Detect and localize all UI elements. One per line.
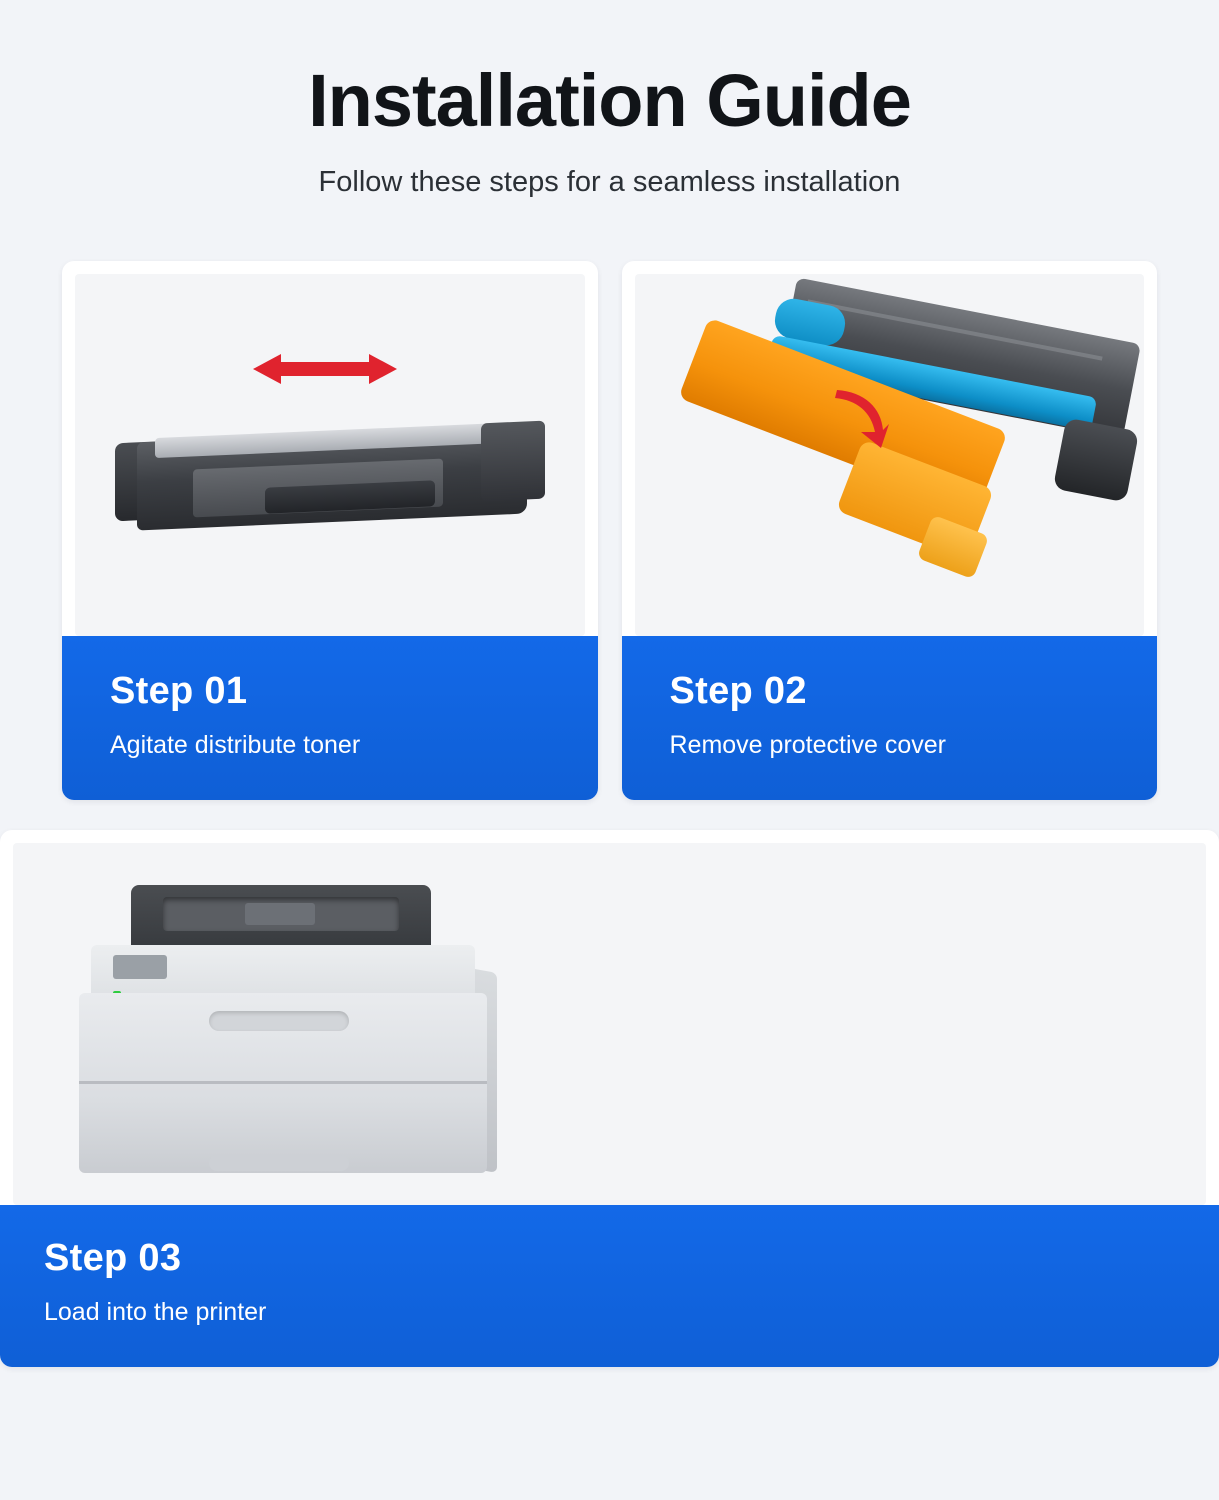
- step-03-description: Load into the printer: [44, 1297, 267, 1326]
- step-01-illustration: [75, 274, 585, 636]
- steps-row-bottom: [0, 830, 1219, 1367]
- step-02-label: Step 02: [669, 669, 807, 712]
- step-03-illustration: [13, 843, 1206, 1205]
- step-02-caption: [622, 636, 1158, 800]
- step-01-label: Step 01: [110, 669, 248, 712]
- page-title: Installation Guide: [308, 59, 911, 142]
- step-02-description: Remove protective cover: [669, 730, 947, 759]
- page-subtitle: Follow these steps for a seamless installation: [318, 165, 901, 198]
- curved-arrow-icon: [831, 386, 891, 450]
- step-01-caption: [62, 636, 598, 800]
- toner-cartridge-orange-cover-icon: [635, 274, 1145, 636]
- step-card-03: [0, 830, 1219, 1367]
- page-header: [0, 0, 1219, 199]
- step-03-label: Step 03: [44, 1236, 182, 1279]
- step-02-illustration: [635, 274, 1145, 636]
- step-03-caption: [0, 1205, 1219, 1367]
- toner-cartridge-shake-icon: [75, 274, 585, 636]
- step-card-01: [62, 261, 598, 800]
- laser-printer-icon: [13, 843, 1206, 1205]
- step-card-02: [622, 261, 1158, 800]
- double-arrow-icon: [251, 352, 399, 386]
- steps-row-top: [0, 261, 1219, 800]
- cartridge-graphic: [115, 414, 545, 534]
- step-01-description: Agitate distribute toner: [110, 730, 361, 759]
